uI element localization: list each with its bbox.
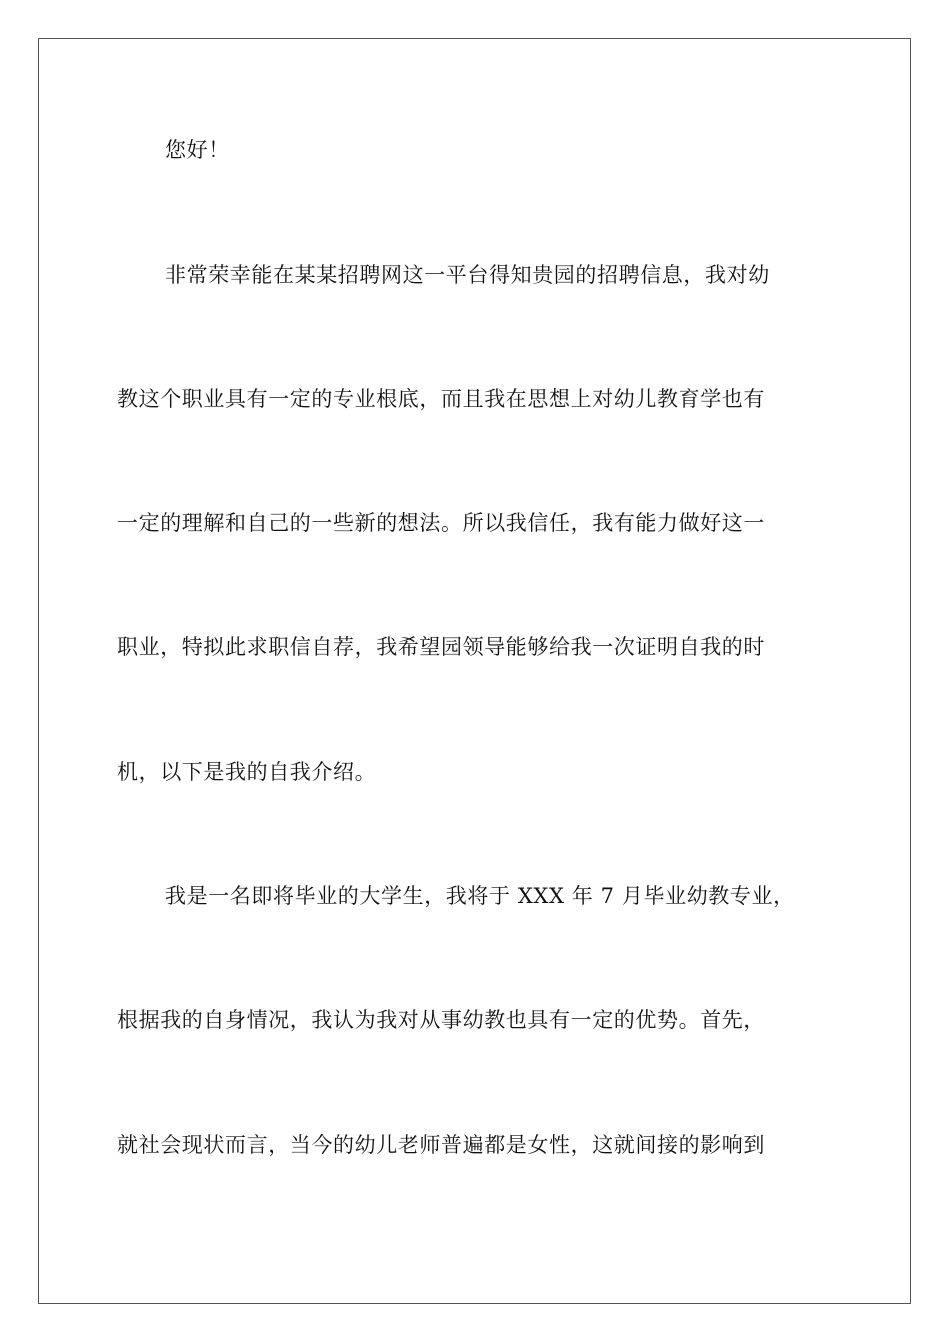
paragraph-2-line-1: 我是一名即将毕业的大学生，我将于 XXX 年 7 月毕业幼教专业， [165,884,795,908]
paragraph-1-line-2: 教这个职业具有一定的专业根底，而且我在思想上对幼儿教育学也有 [117,387,765,411]
paragraph-2-line-3: 就社会现状而言，当今的幼儿老师普遍都是女性，这就间接的影响到 [117,1133,765,1157]
paragraph-2-line-2: 根据我的自身情况，我认为我对从事幼教也具有一定的优势。首先， [117,1008,765,1032]
page-border [38,38,911,1304]
paragraph-1-line-3: 一定的理解和自己的一些新的想法。所以我信任，我有能力做好这一 [117,511,765,535]
greeting-line: 您好！ [165,138,230,162]
paragraph-1-line-4: 职业，特拟此求职信自荐，我希望园领导能够给我一次证明自我的时 [117,635,765,659]
paragraph-1-line-5: 机，以下是我的自我介绍。 [117,760,377,784]
paragraph-1-line-1: 非常荣幸能在某某招聘网这一平台得知贵园的招聘信息，我对幼 [165,263,770,287]
